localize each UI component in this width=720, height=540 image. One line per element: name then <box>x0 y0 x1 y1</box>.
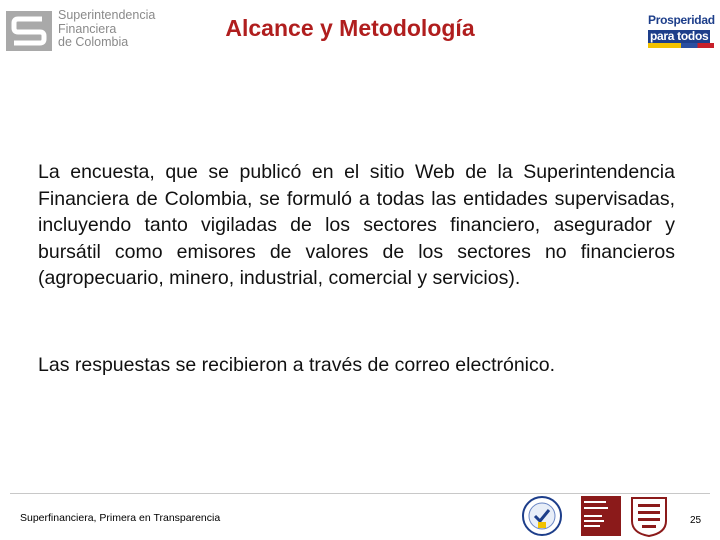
logo-line-1: Superintendencia <box>58 8 156 22</box>
footer-divider <box>10 493 710 494</box>
colombia-flag-stripe <box>648 43 714 48</box>
bureau-veritas-seal-icon <box>626 495 672 537</box>
prosperidad-para-todos-logo <box>648 14 714 48</box>
para-todos-text: para todos <box>650 29 709 43</box>
logo-line-3: de Colombia <box>58 35 129 49</box>
iso-certification-badge-icon <box>580 495 622 537</box>
superfinanciera-logo-text <box>58 9 155 50</box>
footer-tagline: Superfinanciera, Primera en Transparencia <box>20 512 221 524</box>
body-paragraph-1: La encuesta, que se publicó en el sitio Web de la Superintendencia Financiera de Colombia, se formuló a todas las entidades supervisadas, incluyendo tanto vigiladas de los sectores financiero, asegurador y bursátil como emisores de valores de los sectores no financieros (agropecuario, minero, industrial, comercial y servicios). <box>38 161 675 289</box>
prosperidad-text: Prosperidad <box>648 13 715 27</box>
superfinanciera-logo <box>6 8 166 54</box>
slide-title: Alcance y Metodología <box>225 15 475 41</box>
logo-line-2: Financiera <box>58 21 117 36</box>
quality-seal-icon <box>518 495 566 537</box>
body-paragraph-2: Las respuestas se recibieron a través de correo electrónico. <box>38 354 556 376</box>
superfinanciera-emblem-icon <box>6 11 52 51</box>
page-number: 25 <box>690 515 702 526</box>
